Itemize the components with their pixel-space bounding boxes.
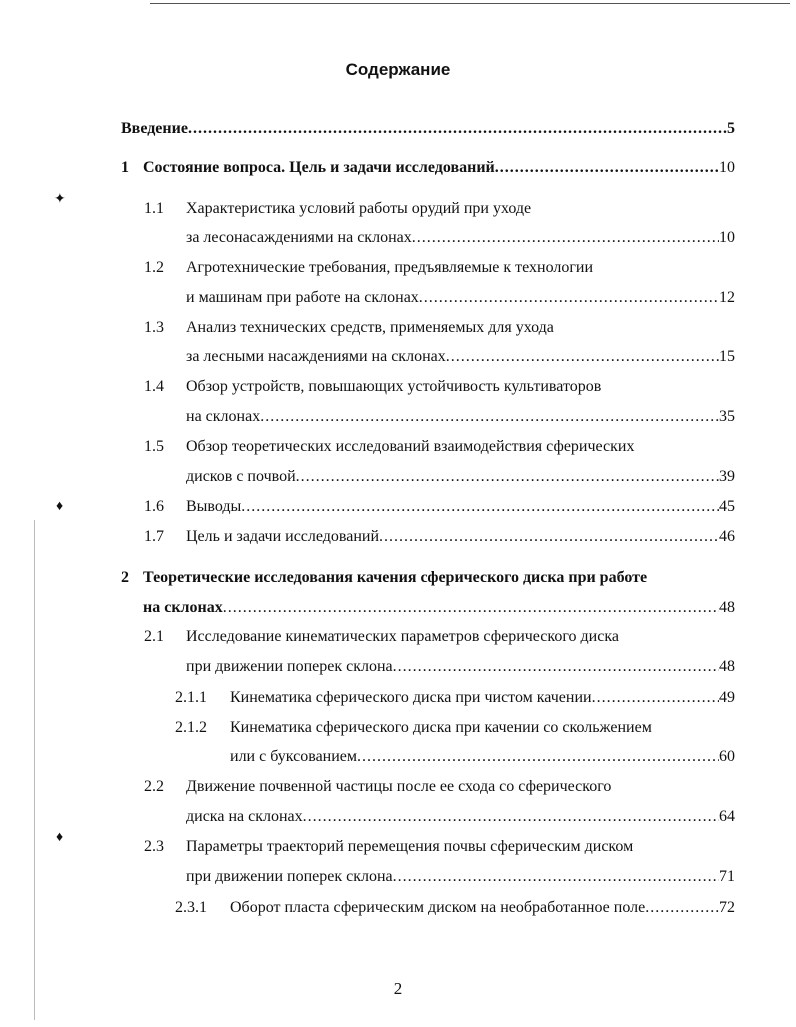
toc-leader [188, 119, 727, 139]
toc-title: Кинематика сферического диска при качении со скольжением [230, 719, 652, 736]
toc-page: 64 [719, 808, 735, 825]
toc-number: 2.3.1 [175, 899, 207, 916]
toc-page: 5 [727, 120, 735, 137]
toc-title: Цель и задачи исследований [186, 528, 380, 545]
toc-entry-1-1-cont [186, 228, 735, 248]
toc-page: 10 [719, 229, 735, 246]
toc-page: 71 [719, 868, 735, 885]
toc-leader [223, 598, 719, 618]
toc-title: Обзор теоретических исследований взаимодействия сферических [186, 438, 635, 455]
toc-title: на склонах [143, 599, 223, 616]
toc-leader [357, 747, 719, 767]
toc-entry-1-2-cont [186, 288, 735, 308]
toc-leader [260, 407, 719, 427]
toc-title: Введение [121, 120, 188, 137]
toc-leader [592, 688, 719, 708]
toc-entry-2-1-2 [175, 718, 735, 738]
toc-number: 2.1.1 [175, 689, 207, 706]
toc-page: 35 [719, 408, 735, 425]
toc-number: 1.6 [144, 498, 164, 515]
toc-title: Теоретические исследования качения сферического диска при работе [143, 569, 648, 586]
toc-title: Оборот пласта сферическим диском на необработанное поле [230, 899, 646, 916]
toc-entry-2-3-1 [175, 898, 735, 918]
toc-entry-2-3-cont [186, 867, 735, 887]
scan-top-rule [150, 3, 790, 4]
toc-leader [393, 657, 719, 677]
toc-title: Параметры траекторий перемещения почвы сферическим диском [186, 838, 634, 855]
toc-leader [303, 807, 719, 827]
toc-entry-1-4 [144, 377, 735, 397]
toc-number: 1.7 [144, 528, 164, 545]
toc-title: при движении поперек склона [186, 658, 393, 675]
toc-title: Анализ технических средств, применяемых для ухода [186, 319, 554, 336]
toc-number: 1.2 [144, 259, 164, 276]
toc-title: диска на склонах [186, 808, 303, 825]
toc-title: на склонах [186, 408, 261, 425]
toc-title: за лесными насаждениями на склонах [186, 348, 446, 365]
toc-title: дисков с почвой [186, 468, 296, 485]
toc-title: Кинематика сферического диска при чистом качении [230, 689, 592, 706]
toc-title: Выводы [186, 498, 242, 515]
toc-page: 39 [719, 468, 735, 485]
toc-leader [379, 527, 719, 547]
toc-page: 60 [719, 748, 735, 765]
toc-title: при движении поперек склона [186, 868, 393, 885]
toc-title: или с буксованием [230, 748, 358, 765]
toc-number: 1.1 [144, 200, 164, 217]
toc-title: Агротехнические требования, предъявляемые к технологии [186, 259, 594, 276]
toc-title: Движение почвенной частицы после ее схода со сферического [186, 778, 612, 795]
toc-leader [419, 288, 719, 308]
toc-page: 45 [719, 498, 735, 515]
toc-entry-2 [121, 568, 735, 588]
toc-title: Обзор устройств, повышающих устойчивость культиваторов [186, 378, 602, 395]
toc-entry-2-1 [144, 627, 735, 647]
toc-entry-2-3 [144, 837, 735, 857]
toc-entry-2-1-1 [175, 688, 735, 708]
scan-mark: ♦ [56, 830, 64, 845]
toc-number: 1.3 [144, 319, 164, 336]
toc-title: Исследование кинематических параметров сферического диска [186, 628, 619, 645]
toc-entry-2-2-cont [186, 807, 735, 827]
toc-entry-2-1-cont [186, 657, 735, 677]
toc-leader [296, 467, 719, 487]
toc-entry-1-3-cont [186, 347, 735, 367]
toc-entry-intro [121, 119, 735, 139]
toc-leader [446, 347, 719, 367]
toc-page: 48 [719, 658, 735, 675]
toc-number: 1.4 [144, 378, 164, 395]
toc-heading: Содержание [345, 60, 451, 79]
scan-left-edge-line [34, 520, 35, 1020]
toc-entry-1-5 [144, 437, 735, 457]
toc-number: 2.1 [144, 628, 164, 645]
toc-page: 48 [719, 599, 735, 616]
toc-leader [645, 898, 719, 918]
toc-number: 1 [121, 159, 129, 176]
toc-entry-1-7 [144, 527, 735, 547]
scan-mark: ✦ [54, 192, 66, 207]
toc-entry-2-1-2-cont [230, 747, 735, 767]
toc-leader [393, 867, 719, 887]
toc-entry-1-6 [144, 497, 735, 517]
toc-page: 49 [719, 689, 735, 706]
toc-page: 12 [719, 289, 735, 306]
toc-title: за лесонасаждениями на склонах [186, 229, 412, 246]
toc-number: 2.3 [144, 838, 164, 855]
toc-page: 15 [719, 348, 735, 365]
toc-title: Состояние вопроса. Цель и задачи исследований [143, 159, 495, 176]
toc-number: 1.5 [144, 438, 164, 455]
toc-entry-1-2 [144, 258, 735, 278]
toc-leader [412, 228, 719, 248]
toc-entry-2-2 [144, 777, 735, 797]
toc-page: 72 [719, 899, 735, 916]
scan-mark: ♦ [56, 499, 64, 514]
toc-leader [495, 158, 719, 178]
toc-number: 2 [121, 569, 129, 586]
toc-page: 10 [719, 159, 735, 176]
toc-title: и машинам при работе на склонах [186, 289, 419, 306]
toc-number: 2.1.2 [175, 719, 207, 736]
toc-entry-1-5-cont [186, 467, 735, 487]
toc-entry-2-cont [143, 598, 735, 618]
toc-page: 46 [719, 528, 735, 545]
toc-entry-1 [121, 158, 735, 178]
toc-leader [241, 497, 719, 517]
toc-number: 2.2 [144, 778, 164, 795]
toc-entry-1-3 [144, 318, 735, 338]
toc-entry-1-1 [144, 199, 735, 219]
toc-title: Характеристика условий работы орудий при уходе [186, 200, 532, 217]
page-number: 2 [393, 979, 403, 998]
toc-entry-1-4-cont [186, 407, 735, 427]
